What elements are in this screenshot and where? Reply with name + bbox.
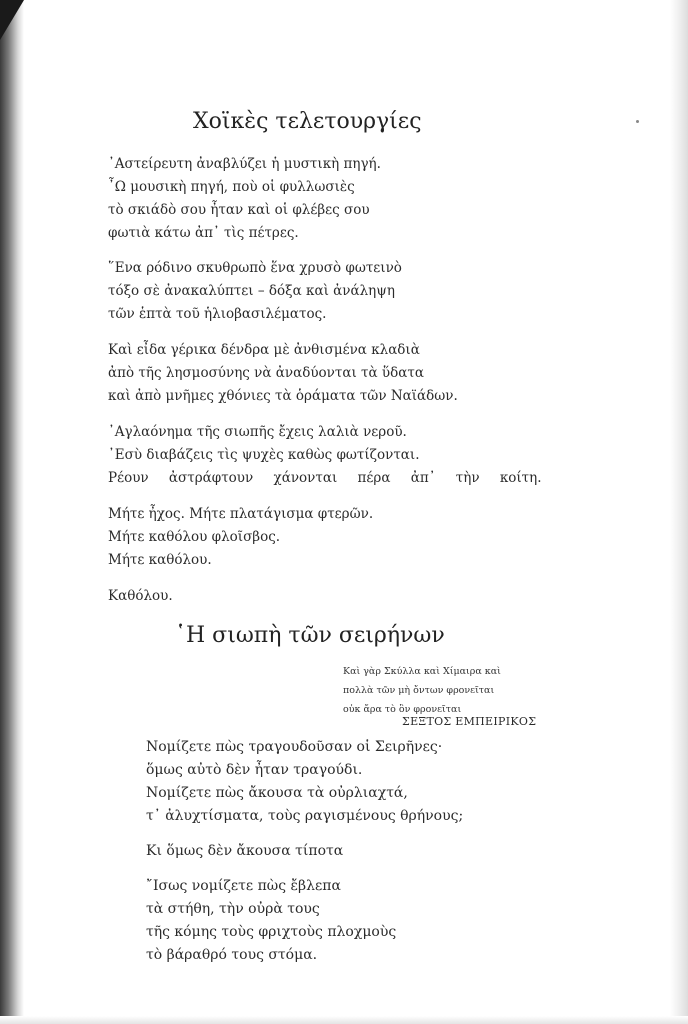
poem-2-body: [146, 736, 463, 967]
poem-2-title: ῾Η σιωπὴ τῶν σειρήνων: [175, 623, 445, 648]
verse-line: ἀπὸ τῆς λησμοσύνης νὰ ἀναδύονται τὰ ὕδατα: [108, 365, 424, 381]
epigraph-line: οὐκ ἄρα τὸ ὂν φρονεῖται: [343, 704, 462, 715]
verse-line: Κι ὅμως δὲν ἄκουσα τίποτα: [146, 843, 344, 859]
poem-2-stanza-3: [146, 875, 463, 967]
poem-1-title: Χοϊκὲς τελετουργίες: [193, 109, 422, 134]
verse-line: Καὶ εἶδα γέρικα δένδρα μὲ ἀνθισμένα κλαδιὰ: [108, 342, 420, 358]
page-right-edge: [670, 0, 688, 1024]
verse-line: τ᾿ ἀλυχτίσματα, τοὺς ραγισμένους θρήνους;: [146, 808, 464, 824]
verse-line: ῎Ισως νομίζετε πὼς ἔβλεπα: [146, 878, 341, 894]
verse-line: τῶν ἑπτὰ τοῦ ἡλιοβασιλέματος.: [108, 306, 327, 322]
verse-line: Μήτε ἦχος. Μήτε πλατάγισμα φτερῶν.: [108, 506, 374, 522]
poem-2-stanza-2: [146, 840, 463, 863]
verse-line: Ρέουν ἀστράφτουν χάνονται πέρα ἀπ᾿ τὴν κοίτη.: [108, 470, 542, 486]
poem-1-body: [108, 153, 542, 608]
verse-line: τὸ σκιάδὸ σου ἦταν καὶ οἱ φλέβες σου: [108, 202, 370, 218]
poem-1-stanza-3: [108, 339, 542, 408]
verse-line: φωτιὰ κάτω ἀπ᾿ τὶς πέτρες.: [108, 225, 299, 241]
page-bottom-edge: [0, 1016, 688, 1024]
verse-line: Νομίζετε πὼς τραγουδοῦσαν οἱ Σειρῆνες·: [146, 739, 443, 755]
verse-line: ὅμως αὐτὸ δὲν ἦταν τραγούδι.: [146, 762, 363, 778]
verse-line: καὶ ἀπὸ μνῆμες χθόνιες τὰ ὁράματα τῶν Ναϊάδων.: [108, 388, 458, 404]
poem-1-stanza-1: [108, 153, 542, 245]
verse-line: ῏Ω μουσικὴ πηγή, ποὺ οἱ φυλλωσιὲς: [108, 179, 355, 195]
verse-line: Μήτε καθόλου φλοῖσβος.: [108, 529, 281, 545]
verse-line: Νομίζετε πὼς ἄκουσα τὰ οὐρλιαχτά,: [146, 785, 408, 801]
epigraph-line: Καὶ γὰρ Σκύλλα καὶ Χίμαιρα καὶ: [343, 666, 501, 677]
verse-line: τῆς κόμης τοὺς φριχτοὺς πλοχμοὺς: [146, 924, 397, 940]
verse-line: τὸ βάραθρό τους στόμα.: [146, 947, 318, 963]
verse-line: τὰ στήθη, τὴν οὐρὰ τους: [146, 901, 320, 917]
book-spine-shadow: [0, 0, 24, 1024]
verse-line: Καθόλου.: [108, 588, 173, 604]
epigraph: [343, 662, 501, 719]
verse-line: ᾿Αγλαόνημα τῆς σιωπῆς ἔχεις λαλιὰ νεροῦ.: [108, 424, 407, 440]
epigraph-author: ΣΕΞΤΟΣ ΕΜΠΕΙΡΙΚΟΣ: [402, 715, 537, 728]
poem-1-stanza-2: [108, 257, 542, 326]
poem-1-stanza-4: [108, 421, 542, 490]
poem-2-stanza-1: [146, 736, 463, 828]
verse-line: Μήτε καθόλου.: [108, 552, 212, 568]
epigraph-line: πολλὰ τῶν μὴ ὄντων φρονεῖται: [343, 685, 495, 696]
verse-line: τόξο σὲ ἀνακαλύπτει – δόξα καὶ ἀνάληψη: [108, 283, 395, 299]
paper-speck: [636, 120, 639, 123]
verse-line: ῞Ενα ρόδινο σκυθρωπὸ ἕνα χρυσὸ φωτεινὸ: [108, 260, 402, 276]
verse-line: ᾿Αστείρευτη ἀναβλύζει ἡ μυστικὴ πηγή.: [108, 156, 381, 172]
poem-1-stanza-6: [108, 585, 542, 608]
page-corner-shadow: [0, 0, 24, 40]
poem-1-stanza-5: [108, 503, 542, 572]
verse-line: ᾿Εσὺ διαβάζεις τὶς ψυχὲς καθὼς φωτίζονται.: [108, 447, 420, 463]
